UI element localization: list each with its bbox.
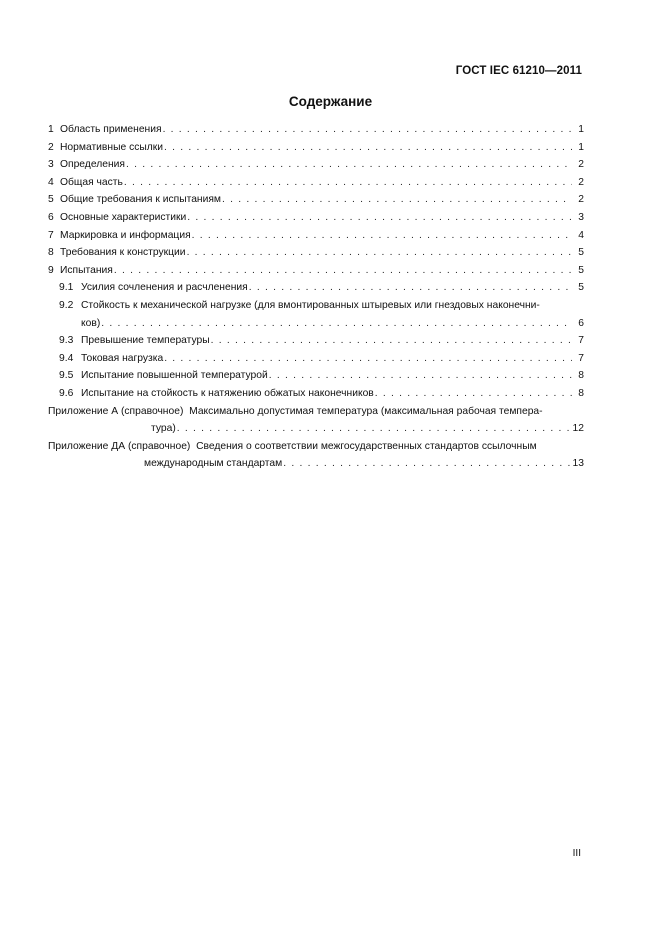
entry-number: 9.6 [59,387,74,399]
entry-page: 4 [578,229,584,241]
leader-dots [222,191,572,209]
toc-entry-3[interactable] [48,156,584,174]
toc-entry-5[interactable] [48,191,584,209]
leader-dots [187,209,572,227]
toc-entry-2[interactable] [48,139,584,157]
entry-page: 3 [578,211,584,223]
entry-title-line2: ков) [81,317,101,329]
entry-page: 2 [578,194,584,206]
toc-entry-9-3[interactable] [48,332,584,350]
entry-number: 7 [48,229,54,241]
toc-entry-6[interactable] [48,209,584,227]
toc-entry-9-4[interactable] [48,350,584,368]
leader-dots [164,350,572,368]
entry-number: 1 [48,124,54,135]
entry-page: 1 [578,141,584,153]
leader-dots [192,227,572,245]
entry-number: 6 [48,211,54,223]
entry-title: Испытание повышенной температурой [81,370,268,382]
entry-number: 2 [48,141,54,153]
toc-appendix-da[interactable] [48,438,584,473]
leader-dots [375,385,572,403]
entry-page: 8 [578,387,584,399]
appendix-title-line2: международным стандартам [144,458,283,470]
leader-dots [211,332,572,350]
leader-dots [114,262,572,280]
entry-title: Усилия сочленения и расчленения [81,282,248,294]
toc-entry-9-5[interactable] [48,367,584,385]
entry-number: 9.1 [59,282,74,294]
entry-number: 8 [48,247,54,259]
toc-entry-9-6[interactable] [48,385,584,403]
leader-dots [269,367,572,385]
leader-dots [249,279,572,297]
entry-number: 9.4 [59,352,74,364]
entry-title: Превышение температуры [81,335,210,347]
leader-dots [124,174,572,192]
entry-number: 3 [48,159,54,171]
entry-title: Испытание на стойкость к натяжению обжатых наконечников [81,387,374,399]
leader-dots [126,156,572,174]
entry-page: 1 [578,124,584,135]
entry-page: 2 [578,159,584,171]
entry-title: Основные характеристики [60,211,187,223]
toc-entry-7[interactable] [48,227,584,245]
leader-dots [101,315,572,333]
toc-title: Содержание [288,94,373,109]
entry-title: Общие требования к испытаниям [60,194,222,206]
entry-number: 5 [48,194,54,206]
entry-title: Маркировка и информация [60,229,191,241]
appendix-label: Приложение ДА (справочное) [48,440,191,452]
entry-title: Общая часть [60,176,123,188]
entry-page: 8 [578,370,584,382]
entry-page: 5 [578,264,584,276]
appendix-title-line2: тура) [151,423,176,435]
entry-title: Испытания [60,264,113,276]
toc-entry-4[interactable] [48,174,584,192]
entry-title: Требования к конструкции [60,247,186,259]
entry-page: 5 [578,282,584,294]
toc-entry-1[interactable] [48,121,584,139]
entry-number: 9.5 [59,370,74,382]
entry-page: 2 [578,176,584,188]
toc-appendix-a[interactable] [48,403,584,438]
table-of-contents [48,121,584,473]
appendix-title-line1: Максимально допустимая температура (максимальная рабочая темпера- [189,405,543,417]
page-number: III [572,848,581,859]
entry-title: Область применения [60,124,162,135]
entry-number: 9.3 [59,335,74,347]
appendix-title-line1: Сведения о соответствии межгосударственных стандартов ссылочным [196,440,537,452]
leader-dots [187,244,572,262]
appendix-page: 13 [572,458,584,470]
entry-title: Нормативные ссылки [60,141,164,153]
toc-entry-9[interactable] [48,262,584,280]
entry-page: 6 [578,317,584,329]
appendix-page: 12 [572,423,584,435]
entry-number: 9 [48,264,54,276]
entry-page: 7 [578,335,584,347]
toc-entry-9-2[interactable] [48,297,584,332]
toc-entry-8[interactable] [48,244,584,262]
entry-title: Токовая нагрузка [81,352,164,364]
entry-number: 4 [48,176,54,188]
leader-dots [177,420,571,438]
entry-title-line1: Стойкость к механической нагрузке (для вмонтированных штыревых или гнездовых наконечни- [81,299,540,311]
leader-dots [283,455,570,473]
document-id: ГОСТ IEC 61210—2011 [455,65,582,77]
entry-page: 5 [578,247,584,259]
entry-title: Определения [60,159,125,171]
entry-page: 7 [578,352,584,364]
leader-dots [163,121,572,139]
appendix-label: Приложение А (справочное) [48,405,184,417]
toc-entry-9-1[interactable] [48,279,584,297]
leader-dots [164,139,572,157]
entry-number: 9.2 [59,299,74,311]
